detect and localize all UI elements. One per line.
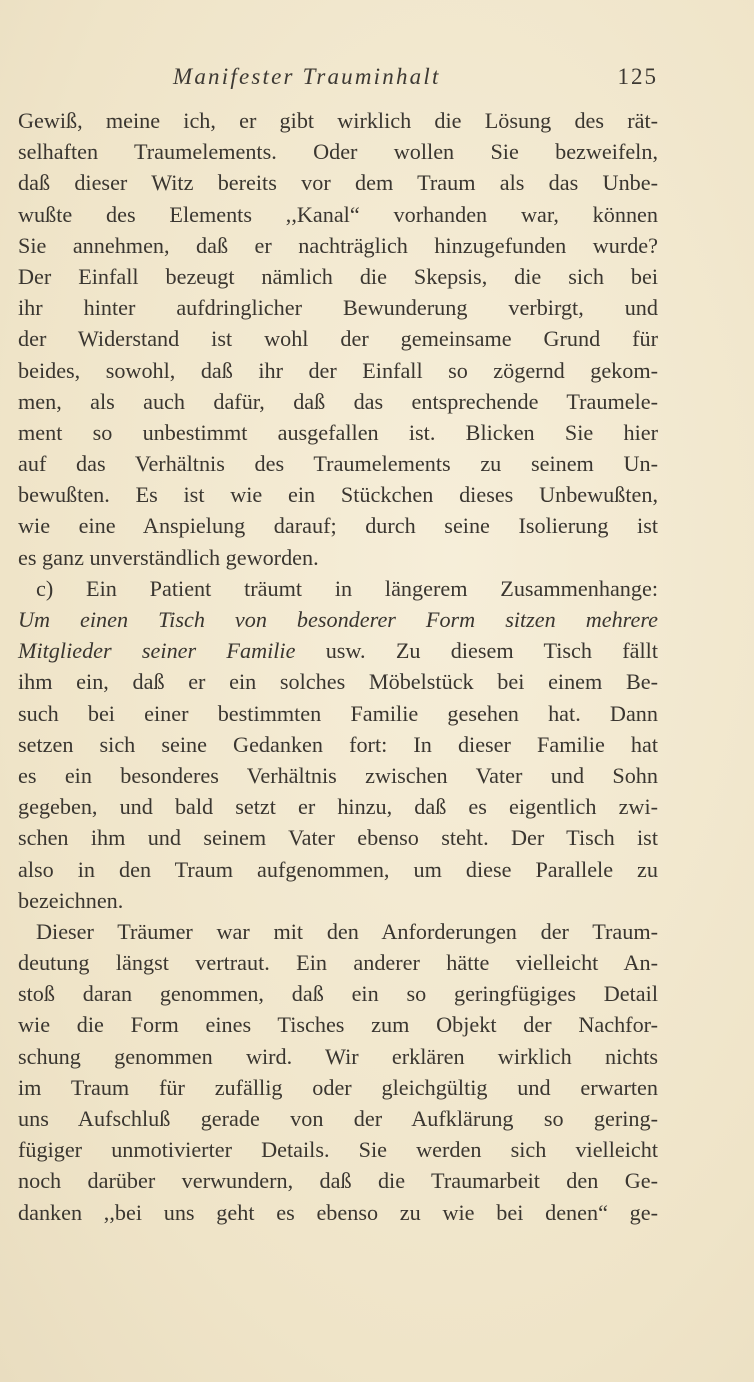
- text-line: ihr hinter aufdringlicher Bewunderung verbirgt, und: [18, 295, 658, 321]
- text-line: daß dieser Witz bereits vor dem Traum als das Unbe-: [18, 170, 658, 196]
- page-number: 125: [617, 64, 658, 89]
- text-line: selhaften Traumelements. Oder wollen Sie bezweifeln,: [18, 139, 658, 165]
- text-line: Um einen Tisch von besonderer Form sitzen mehrere: [18, 607, 658, 632]
- text-line: beides, sowohl, daß ihr der Einfall so zögernd gekom-: [18, 357, 658, 383]
- text-line: stoß daran genommen, daß ein so geringfügiges Detail: [18, 981, 658, 1007]
- text-line: ment so unbestimmt ausgefallen ist. Blicken Sie hier: [18, 419, 658, 445]
- text-line: Dieser Träumer war mit den Anforderungen der Traum-: [36, 918, 658, 944]
- text-line: danken ,,bei uns geht es ebenso zu wie bei denen“ ge-: [18, 1199, 658, 1225]
- text-line: men, als auch dafür, daß das entsprechende Traumele-: [18, 388, 658, 414]
- text-line: noch darüber verwundern, daß die Traumarbeit den Ge-: [18, 1168, 658, 1194]
- text-line: Gewiß, meine ich, er gibt wirklich die Lösung des rät-: [18, 108, 658, 133]
- text-line: wie eine Anspielung darauf; durch seine Isolierung ist: [18, 513, 658, 539]
- text-line: bewußten. Es ist wie ein Stückchen dieses Unbewußten,: [18, 482, 658, 508]
- text-line: [18, 635, 658, 666]
- text-line: auf das Verhältnis des Traumelements zu seinem Un-: [18, 451, 658, 477]
- text-line: also in den Traum aufgenommen, um diese Parallele zu: [18, 856, 658, 882]
- text-line: der Widerstand ist wohl der gemeinsame Grund für: [18, 326, 658, 352]
- text-line: fügiger unmotivierter Details. Sie werden sich vielleicht: [18, 1137, 658, 1163]
- running-title: Manifester Trauminhalt: [173, 64, 441, 89]
- text-line: im Traum für zufällig oder gleichgültig und erwarten: [18, 1074, 658, 1100]
- text-line: wie die Form eines Tisches zum Objekt der Nachfor-: [18, 1012, 658, 1038]
- text-line: ihm ein, daß er ein solches Möbelstück bei einem Be-: [18, 669, 658, 695]
- text-line: setzen sich seine Gedanken fort: In dieser Familie hat: [18, 731, 658, 757]
- italic-span: Mitglieder seiner Familie: [18, 638, 296, 664]
- text-line: es ganz unverständlich geworden.: [18, 544, 319, 570]
- text-line: wußte des Elements ,,Kanal“ vorhanden war, können: [18, 201, 658, 227]
- text-line: c) Ein Patient träumt in längerem Zusammenhange:: [36, 575, 658, 601]
- text-line: bezeichnen.: [18, 887, 124, 913]
- text-line: schen ihm und seinem Vater ebenso steht. Der Tisch ist: [18, 825, 658, 851]
- text-line: schung genommen wird. Wir erklären wirklich nichts: [18, 1043, 658, 1069]
- text-span: usw. Zu diesem Tisch fällt: [295, 638, 658, 664]
- text-line: Der Einfall bezeugt nämlich die Skepsis, die sich bei: [18, 263, 658, 289]
- text-line: gegeben, und bald setzt er hinzu, daß es eigentlich zwi-: [18, 794, 658, 820]
- page-header: [18, 64, 658, 96]
- body-text: [18, 105, 658, 1228]
- text-line: such bei einer bestimmten Familie gesehen hat. Dann: [18, 700, 658, 726]
- text-line: Sie annehmen, daß er nachträglich hinzugefunden wurde?: [18, 232, 658, 258]
- text-line: uns Aufschluß gerade von der Aufklärung so gering-: [18, 1106, 658, 1131]
- text-line: deutung längst vertraut. Ein anderer hätte vielleicht An-: [18, 950, 658, 976]
- text-line: es ein besonderes Verhältnis zwischen Vater und Sohn: [18, 762, 658, 788]
